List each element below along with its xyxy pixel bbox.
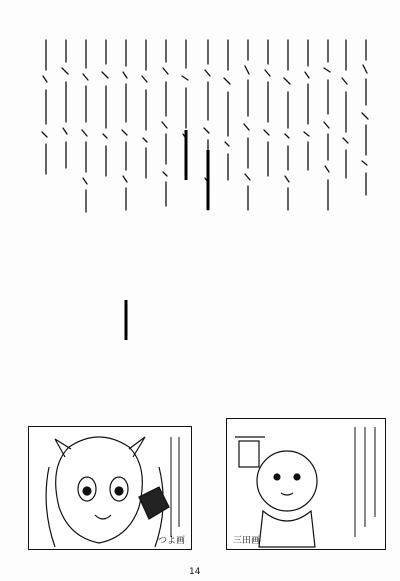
character-illustration — [227, 419, 385, 549]
illustration-panel-left — [28, 426, 192, 550]
girl-illustration — [29, 427, 191, 549]
illustration-panel-right — [226, 418, 386, 550]
panel-caption-right: 三田画 — [233, 536, 261, 546]
panel-caption-left: つよ画 — [157, 536, 185, 546]
page-number: 14 — [189, 567, 201, 577]
